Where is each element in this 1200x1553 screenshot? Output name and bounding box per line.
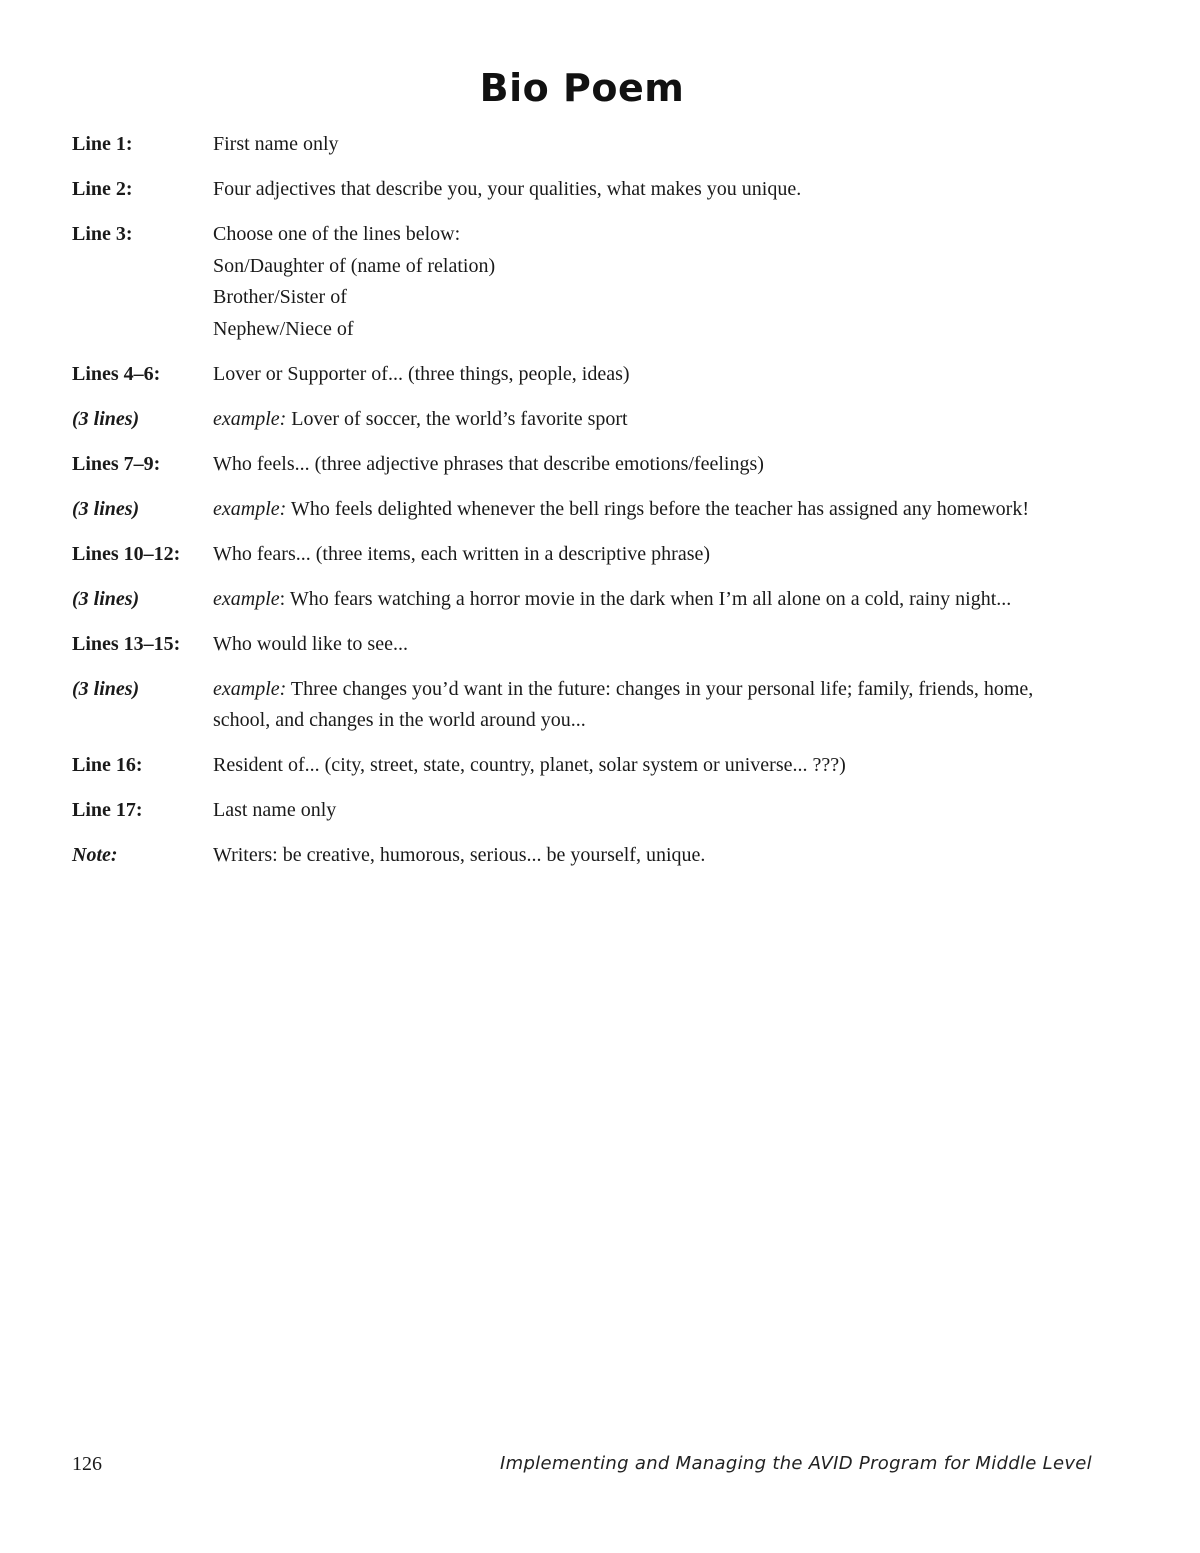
row-text: Who would like to see... <box>213 632 408 655</box>
row-label: (3 lines) <box>72 407 140 430</box>
row-label: Line 2: <box>72 178 133 200</box>
example-row <box>72 494 1072 526</box>
row-label: Lines 7–9: <box>72 452 161 475</box>
example-label: example: <box>213 677 287 700</box>
example-label: example: <box>213 497 287 520</box>
example-content <box>213 674 1072 737</box>
example-content <box>213 494 1072 526</box>
row-text: Four adjectives that describe you, your qualities, what makes you unique. <box>213 178 802 200</box>
row-subline: Brother/Sister of <box>213 286 347 308</box>
instruction-row <box>72 750 1072 782</box>
note-row <box>72 840 1072 872</box>
row-label: Lines 13–15: <box>72 632 181 655</box>
row-text: Resident of... (city, street, state, country, planet, solar system or universe... ???) <box>213 754 846 776</box>
note-text: Writers: be creative, humorous, serious... be yourself, unique. <box>213 844 706 866</box>
instruction-row <box>72 174 1072 206</box>
row-label: (3 lines) <box>72 587 140 610</box>
instruction-row <box>72 795 1072 827</box>
row-label: (3 lines) <box>72 677 140 700</box>
example-text: Three changes you’d want in the future: changes in your personal life; family, friends, home, school, and changes in the world around you... <box>213 677 1034 731</box>
instruction-row <box>72 359 1072 391</box>
row-label: Line 1: <box>72 133 133 155</box>
example-row <box>72 584 1072 616</box>
example-text: Lover of soccer, the world’s favorite sport <box>286 407 628 430</box>
example-row <box>72 404 1072 436</box>
row-subline: Nephew/Niece of <box>213 317 354 340</box>
book-title: Implementing and Managing the AVID Program for Middle Level <box>500 1453 1092 1474</box>
row-label: (3 lines) <box>72 497 140 520</box>
row-label: Line 3: <box>72 223 133 245</box>
instruction-row <box>72 539 1072 571</box>
row-text: Who feels... (three adjective phrases that describe emotions/feelings) <box>213 452 764 475</box>
example-content <box>213 404 1072 436</box>
row-label: Line 16: <box>72 754 143 776</box>
row-text-multiline <box>213 219 1072 345</box>
row-text: Last name only <box>213 799 337 821</box>
note-label: Note: <box>72 844 118 866</box>
example-label: example: <box>213 407 287 430</box>
example-text: : Who fears watching a horror movie in the dark when I’m all alone on a cold, rainy night... <box>279 587 1012 610</box>
row-text: Who fears... (three items, each written in a descriptive phrase) <box>213 542 711 565</box>
row-label: Lines 10–12: <box>72 542 181 565</box>
row-text: Lover or Supporter of... (three things, people, ideas) <box>213 362 630 385</box>
example-content <box>213 584 1072 616</box>
example-label: example <box>213 587 280 610</box>
example-row <box>72 674 1072 737</box>
row-label: Line 17: <box>72 799 143 821</box>
page-number: 126 <box>72 1453 102 1475</box>
row-subline: Choose one of the lines below: <box>213 223 461 245</box>
row-text: First name only <box>213 133 339 155</box>
bio-poem-instructions <box>72 129 1072 885</box>
row-subline: Son/Daughter of (name of relation) <box>213 254 496 277</box>
example-text: Who feels delighted whenever the bell rings before the teacher has assigned any homework! <box>286 497 1029 520</box>
instruction-row <box>72 219 1072 345</box>
instruction-row <box>72 629 1072 661</box>
instruction-row <box>72 449 1072 481</box>
page-title: Bio Poem <box>479 66 685 110</box>
row-label: Lines 4–6: <box>72 362 161 385</box>
instruction-row <box>72 129 1072 161</box>
